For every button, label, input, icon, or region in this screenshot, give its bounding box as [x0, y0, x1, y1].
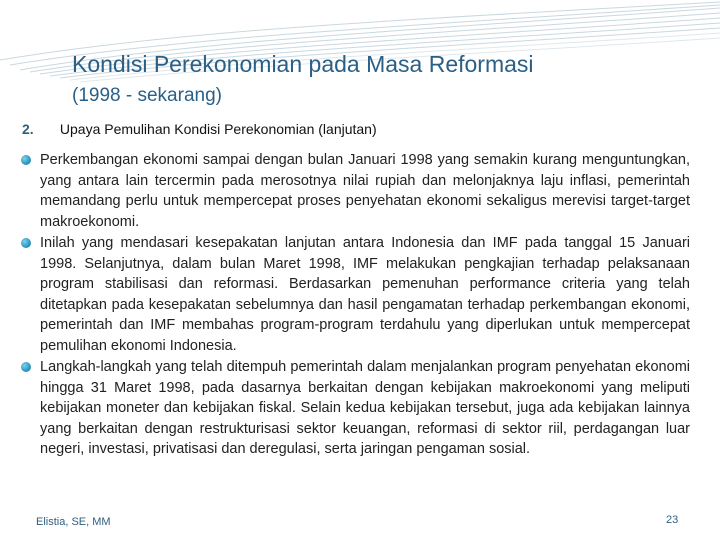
page-number: 23	[666, 514, 679, 526]
bullet-text: Inilah yang mendasari kesepakatan lanjutan antara Indonesia dan IMF pada tanggal 15 Januari 1998. Selanjutnya, dalam bulan Maret 1998, IMF melakukan pengkajian terhadap pelaksanaan program stabilisasi dan reformasi. Berdasarkan pemenuhan performance criteria yang telah ditetapkan pada kesepakatan sebelumnya dan hasil pengamatan terhadap perkembangan ekonomi, pemerintah dan IMF membahas program-program terdahulu yang diperlukan untuk mempercepat pemulihan ekonomi Indonesia.	[40, 235, 690, 354]
bullet-text: Langkah-langkah yang telah ditempuh pemerintah dalam menjalankan program penyehatan ekonomi hingga 31 Maret 1998, pada dasarnya berkaitan dengan kebijakan makroekonomi yang meliputi kebijakan moneter dan kebijakan fiskal. Selain kedua kebijakan tersebut, juga ada kebijakan lainnya yang berkaitan dengan restrukturisasi sektor keuangan, reformasi di sektor riil, perdagangan luar negeri, investasi, privatisasi dan deregulasi, serta jaringan pengaman sosial.	[40, 359, 690, 457]
section-number: 2.	[22, 121, 34, 137]
list-item	[20, 233, 690, 356]
bullet-icon	[21, 155, 31, 165]
footer-author: Elistia, SE, MM	[36, 516, 111, 528]
bullet-text: Perkembangan ekonomi sampai dengan bulan Januari 1998 yang semakin kurang menguntungkan, yang antara lain tercermin pada merosotnya nilai rupiah dan melonjaknya laju inflasi, pemerintah memandang perlu untuk mempercepat proses penyehatan ekonomi sekaligus merevisi target-target makroekonomi.	[40, 152, 690, 230]
section-heading	[22, 120, 377, 138]
slide-subtitle: (1998 - sekarang)	[72, 85, 222, 106]
slide-title: Kondisi Perekonomian pada Masa Reformasi	[72, 51, 534, 77]
section-title: Upaya Pemulihan Kondisi Perekonomian (lanjutan)	[59, 121, 377, 137]
bullet-icon	[21, 238, 31, 248]
bullet-icon	[21, 362, 31, 372]
bullet-list	[20, 150, 690, 461]
list-item	[20, 150, 690, 232]
list-item	[20, 357, 690, 460]
